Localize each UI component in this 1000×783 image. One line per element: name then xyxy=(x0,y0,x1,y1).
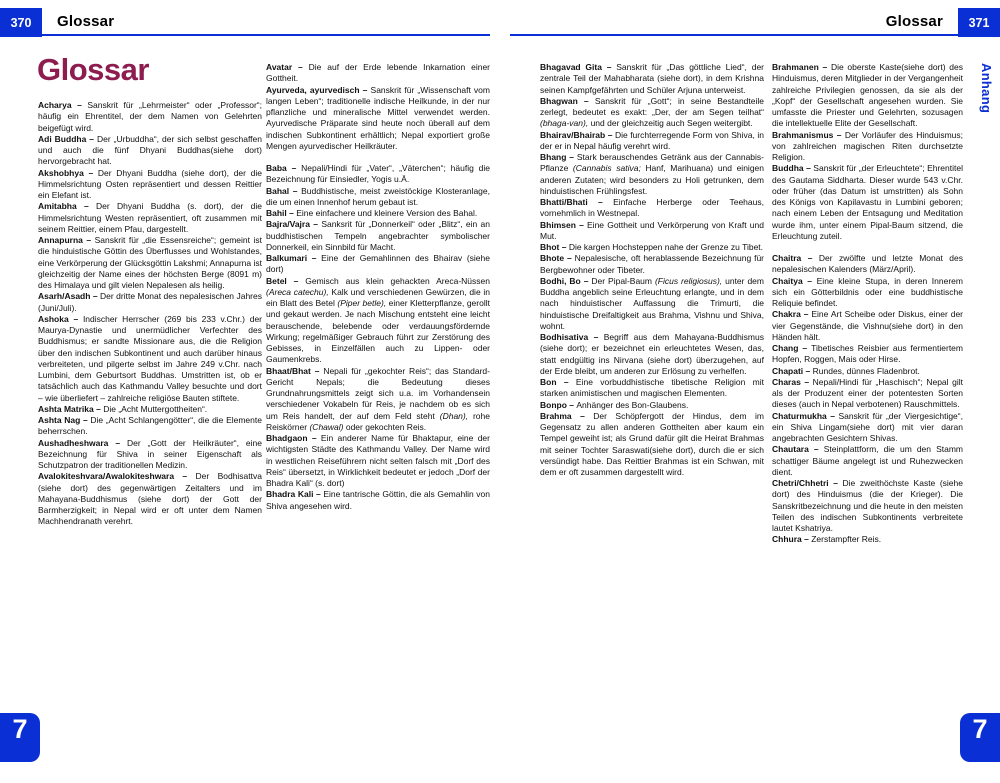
glossary-entry: Chetri/Chhetri – Die zweithöchste Kaste (siehe dort) des Hinduismus (die der Krieger). Die Sanskritbezeichnung und die heute in den meisten Teilen des indischen Subkontinents verbreitete lautet Kshatriya. xyxy=(772,478,963,533)
glossary-term: Bhadgaon – xyxy=(266,433,321,443)
glossary-entry: Chaitya – Eine kleine Stupa, in deren Innerem sich ein Götterbildnis oder eine buddhistische Reliquie befindet. xyxy=(772,275,963,308)
glossary-term: Ashta Matrika – xyxy=(38,403,104,414)
glossary-entry: Bon – Eine vorbuddhistische tibetische Religion mit starken animistischen und magischen Elementen. xyxy=(540,377,764,399)
glossary-entry: Akshobhya – Der Dhyani Buddha (siehe dort), der die Himmelsrichtung Osten repräsentiert und dessen Reittier ein Elefant ist. xyxy=(38,167,262,200)
glossary-column-left-2 xyxy=(266,62,490,740)
glossary-entry: Ayurveda, ayurvedisch – Sanskrit für „Wissenschaft vom langen Leben“; traditionelle indische Heilkunde, in der nur pflanzliche und mineralische Mittel verwendet werden. Ayurvedische Präparate sind heute noch überall auf dem indischen Subkontinent erhältlich; Nepal exportiert große Mengen ayurvedischer Heilkräuter. xyxy=(266,84,490,151)
glossary-term: Ashoka – xyxy=(38,313,83,324)
glossary-entry: Ashta Nag – Die „Acht Schlangengötter“, die die Elemente beherrschen. xyxy=(38,415,262,437)
glossary-entry: Annapurna – Sanskrit für „die Essensreiche“; gemeint ist die hinduistische Göttin des Überflusses und Wohlstandes, eine Verkörperung der Glücksgöttin Lakshmi; Annapurna ist gleichzeitig der Name eines der höchsten Berge (8091 m) des Himalaya und gilt vielen Nepalesen als heilig. xyxy=(38,235,262,290)
appendix-margin-tab: Anhang xyxy=(979,63,994,114)
running-head-right: Glossar xyxy=(885,13,943,30)
glossary-term: Bahil – xyxy=(266,208,297,218)
glossary-entry: Bahal – Buddhistische, meist zweistöckige Klosteranlage, die um einen Innenhof herum gebaut ist. xyxy=(266,185,490,207)
glossary-term: Bhatti/Bhati – xyxy=(540,197,614,207)
glossary-term: Bhote – xyxy=(540,253,575,264)
glossary-term: Chautara – xyxy=(772,444,824,455)
glossary-column-right-2 xyxy=(772,62,963,740)
glossary-entry: Bhagwan – Sanskrit für „Gott“; in seine Bestandteile zerlegt, bedeutet es exakt: „Der, der am Segen teilhat“ (bhaga-van), und der gleichzeitig auch Segen weitergibt. xyxy=(540,95,764,129)
glossary-entry: Brahmanismus – Der Vorläufer des Hinduismus; von zahlreichen magischen Riten durchsetzte Religion. xyxy=(772,129,963,162)
page-number-right: 371 xyxy=(958,8,1000,37)
glossary-term: Bonpo – xyxy=(540,399,577,410)
glossary-term: Brahma – xyxy=(540,410,594,421)
glossary-entry: Brahmanen – Die oberste Kaste(siehe dort) des Hinduismus, deren Mitglieder in der Vergangenheit zahlreiche Privilegien genossen, da sie als der „Kopf“ der Gesellschaft angesehen wurden. Sie umfasste die Priester und Gelehrten, sozusagen die intellektuelle Elite der Gesellschaft. xyxy=(772,62,963,129)
glossary-term: Akshobhya – xyxy=(38,167,98,178)
glossary-entry: Avatar – Die auf der Erde lebende Inkarnation einer Gottheit. xyxy=(266,62,490,84)
glossary-term: Amitabha – xyxy=(38,201,96,212)
glossary-term: Asarh/Asadh – xyxy=(38,291,101,302)
glossary-term: Chaitya – xyxy=(772,275,817,286)
glossary-entry: Bhairav/Bhairab – Die furchterregende Form von Shiva, in der er in Nepal häufig verehrt wird. xyxy=(540,129,764,151)
glossary-entry: Buddha – Sanskrit für „der Erleuchtete“; Ehrentitel des Gautama Siddharta. Dieser wurde 543 v.Chr. oder früher (das Datum ist umstritten) als Sohn des Königs von Kapilavastu in Lumbini geboren; nach einem Leben der Entsagung und Meditation wurde ihm, unter einem Pipal-Baum sitzend, die Erleuchtung zuteil. xyxy=(772,163,963,241)
glossary-term: Avatar – xyxy=(266,62,309,72)
glossary-entry: Chautara – Steinplattform, die um den Stamm schattiger Bäume angelegt ist und Ruhezwecken dient. xyxy=(772,444,963,477)
glossary-term: Chaturmukha – xyxy=(772,410,839,421)
header-rule-left xyxy=(42,34,490,36)
glossary-term: Baba – xyxy=(266,163,302,173)
glossary-term: Bhairav/Bhairab – xyxy=(540,129,615,140)
glossary-term: Annapurna – xyxy=(38,235,95,245)
glossary-term: Chapati – xyxy=(772,365,813,376)
glossary-term: Ayurveda, ayurvedisch – xyxy=(266,84,371,95)
glossary-column-left-1 xyxy=(38,100,262,740)
glossary-term: Bhadra Kali – xyxy=(266,489,324,500)
glossary-entry: Bhang – Stark berauschendes Getränk aus der Cannabis-Pflanze (Cannabis sativa; Hanf, Marihuana) und einigen anderen Zutaten; wird besonders zu Holi getrunken, dem hinduistischen Frühlingsfest. xyxy=(540,152,764,196)
glossary-term: Bhagwan – xyxy=(540,95,595,106)
glossary-term: Balkumari – xyxy=(266,253,322,263)
glossary-entry: Bhadgaon – Ein anderer Name für Bhaktapur, eine der wichtigsten Städte des Kathmandu Valley. Der Name wird in westlichen Reiseführern nicht selten falsch mit „Dorf des Reis“ übersetzt, in Wirklichkeit bedeutet er jedoch „Dorf der Bhadra Kali“ (s. dort) xyxy=(266,433,490,488)
glossary-term: Betel – xyxy=(266,275,306,286)
glossary-term: Bhot – xyxy=(540,242,569,252)
glossary-column-right-1 xyxy=(540,62,764,740)
glossary-term: Bhagavad Gita – xyxy=(540,62,617,72)
glossary-term: Chaitra – xyxy=(772,253,819,263)
glossary-entry: Bhote – Nepalesische, oft herablassende Bezeichnung für Bergbewohner oder Tibeter. xyxy=(540,253,764,275)
chapter-title: Glossar xyxy=(37,52,149,87)
glossary-entry: Bodhisativa – Begriff aus dem Mahayana-Buddhismus (siehe dort); er bezeichnet ein erleuchtetes Wesen, das, statt endgültig ins Nirvana (siehe dort) überzugehen, auf der Erde bleibt, um anderen zur Erlösung zu verhelfen. xyxy=(540,332,764,376)
glossary-term: Bodhisativa – xyxy=(540,332,604,342)
glossary-term: Bodhi, Bo – xyxy=(540,275,592,286)
glossary-term: Acharya – xyxy=(38,100,88,110)
glossary-term: Avalokiteshvara/Awalokiteshwara – xyxy=(38,471,196,482)
glossary-term: Ashta Nag – xyxy=(38,415,91,425)
glossary-term: Buddha – xyxy=(772,163,814,174)
glossary-term: Bhang – xyxy=(540,152,577,162)
glossary-entry: Chhura – Zerstampfter Reis. xyxy=(772,534,882,545)
chapter-thumb-left: 7 xyxy=(0,713,40,762)
glossary-entry: Adi Buddha – Der „Urbuddha“, der sich selbst geschaffen und auch die fünf Dhyani Buddhas(siehe dort) hervorgebracht hat. xyxy=(38,133,262,167)
glossary-term: Bajra/Vajra – xyxy=(266,219,322,230)
glossary-entry: Bodhi, Bo – Der Pipal-Baum (Ficus religiosus), unter dem Buddha angeblich seine Erleuchtung erlangte, und in dem nach hinduistischer Auffassung die Trimurti, die hinduistische Dreifaltigkeit aus Brahma, Vishnu und Shiva, wohnt. xyxy=(540,275,764,331)
glossary-entry: Bonpo – Anhänger des Bon-Glaubens. xyxy=(540,399,689,410)
glossary-term: Chetri/Chhetri – xyxy=(772,478,843,488)
glossary-entry: Bhimsen – Eine Gottheit und Verkörperung von Kraft und Mut. xyxy=(540,219,764,241)
glossary-entry: Ashoka – Indischer Herrscher (269 bis 233 v.Chr.) der Maurya-Dynastie und unermüdlicher Verfechter des Buddhismus; er sandte Missionare aus, die die Religion über den indischen Subkontinent und auch darüber hinaus verbreiteten, und pilgerte selbst im Jahre 249 v.Chr. nach Lumbini, dem Geburtsort Buddhas. Umstritten ist, ob er tatsächlich auch das Kathmandu Valley besuchte und dort – wie überliefert – zahlreiche religiöse Bauten stiftete. xyxy=(38,313,262,403)
glossary-term: Chhura – xyxy=(772,534,812,545)
glossary-entry: Amitabha – Der Dhyani Buddha (s. dort), der die Himmelsrichtung Westen repräsentiert, oft zusammen mit seinem Reittier, einem Pfau, dargestellt. xyxy=(38,201,262,234)
glossary-entry: Bhagavad Gita – Sanskrit für „Das göttliche Lied“, der zentrale Teil der Mahabharata (siehe dort), in dem Krishna seinen Kampfgefährten und Schüler Arjuna unterweist. xyxy=(540,62,764,95)
glossary-entry: Betel – Gemisch aus klein gehackten Areca-Nüssen (Areca catechu), Kalk und verschiedenen Gewürzen, die in ein Blatt des Betel (Piper betle), einer Kletterpflanze, gerollt und gekaut werden. Je nach Mischung entsteht eine leicht berauschende, belebende oder verdauungsfördernde Wirkung; regelmäßiger Gebrauch führt zur Zerstörung des Gebisses, in Einzelfällen auch zu Lippen- oder Gaumenkrebs. xyxy=(266,275,490,365)
glossary-entry: Acharya – Sanskrit für „Lehrmeister“ oder „Professor“; häufig ein Ehrentitel, der dem Namen von Gelehrten beigefügt wird. xyxy=(38,100,262,133)
glossary-entry: Asarh/Asadh – Der dritte Monat des nepalesischen Jahres (Juni/Juli). xyxy=(38,291,262,313)
glossary-entry: Ashta Matrika – Die „Acht Muttergottheiten“. xyxy=(38,403,208,414)
page-number-left: 370 xyxy=(0,8,42,37)
glossary-term: Charas – xyxy=(772,376,813,387)
glossary-term: Chakra – xyxy=(772,309,812,320)
glossary-entry: Baba – Nepali/Hindi für „Vater“, „Väterchen“; häufig die Bezeichnung für Einsiedler, Yogis u.Ä. xyxy=(266,163,490,185)
running-head-left: Glossar xyxy=(57,13,115,30)
glossary-term: Brahmanismus – xyxy=(772,129,845,140)
glossary-entry: Balkumari – Eine der Gemahlinnen des Bhairav (siehe dort) xyxy=(266,253,490,275)
glossary-entry: Bahil – Eine einfachere und kleinere Version des Bahal. xyxy=(266,208,478,218)
glossary-entry: Chaturmukha – Sanskrit für „der Viergesichtige“, ein Shiva Lingam(siehe dort) mit vier daran angebrachten Gesichtern Shivas. xyxy=(772,410,963,443)
glossary-term: Brahmanen – xyxy=(772,62,831,72)
glossary-term: Bhimsen – xyxy=(540,219,588,230)
glossary-term: Adi Buddha – xyxy=(38,133,97,144)
chapter-thumb-right: 7 xyxy=(960,713,1000,762)
glossary-entry: Chapati – Rundes, dünnes Fladenbrot. xyxy=(772,365,920,376)
glossary-entry: Bhadra Kali – Eine tantrische Göttin, die als Gemahlin von Shiva angesehen wird. xyxy=(266,489,490,511)
glossary-entry: Chang – Tibetisches Reisbier aus fermentiertem Hopfen, Roggen, Mais oder Hirse. xyxy=(772,343,963,365)
glossary-entry: Brahma – Der Schöpfergott der Hindus, dem im Gegensatz zu allen anderen Gottheiten aber kaum ein Tempel geweiht ist; als Grund dafür gilt die Heirat Brahmas mit seiner Tochter Saraswati(siehe dort), durch die er sich versündigt habe. Das Reittier Brahmas ist ein Schwan, mit dem er oft zusammen dargestellt wird. xyxy=(540,410,764,477)
glossary-term: Bahal – xyxy=(266,185,302,196)
glossary-entry: Bhatti/Bhati – Einfache Herberge oder Teehaus, vornehmlich in Westnepal. xyxy=(540,197,764,219)
glossary-entry: Chaitra – Der zwölfte und letzte Monat des nepalesischen Kalenders (März/April). xyxy=(772,253,963,275)
glossary-term: Aushadheshwara – xyxy=(38,437,127,448)
glossary-entry: Aushadheshwara – Der „Gott der Heilkräuter“, eine Bezeichnung für Shiva in seiner Eigenschaft als Schutzpatron der traditionellen Medizin. xyxy=(38,437,262,470)
glossary-entry: Charas – Nepali/Hindi für „Haschisch“; Nepal gilt als der Produzent einer der potentesten Sorten dieses (auch in Nepal verbotenen) Rauschmittels. xyxy=(772,376,963,410)
glossary-entry: Chakra – Eine Art Scheibe oder Diskus, einer der vier Gegenstände, die Vishnu(siehe dort) in den Händen hält. xyxy=(772,309,963,342)
glossary-entry: Avalokiteshvara/Awalokiteshwara – Der Bodhisattva (siehe dort) des gegenwärtigen Zeitalters und im Mahayana-Buddhismus (siehe dort) der Gott der Barmherzigkeit; in Nepal wird er oft unter dem Namen Machhendranath verehrt. xyxy=(38,471,262,527)
glossary-entry: Bajra/Vajra – Sanksrit für „Donnerkeil“ oder „Blitz“, ein an buddhistischen Tempeln angebrachter symbolischer Donnerkeil, ein Sinnbild für Macht. xyxy=(266,219,490,252)
glossary-term: Bhaat/Bhat – xyxy=(266,365,324,376)
glossary-term: Chang – xyxy=(772,343,812,353)
glossary-entry: Bhot – Die kargen Hochsteppen nahe der Grenze zu Tibet. xyxy=(540,242,764,252)
glossary-term: Bon – xyxy=(540,377,576,387)
glossary-entry: Bhaat/Bhat – Nepali für „gekochter Reis“; das Standard-Gericht Nepals; die Bedeutung dieses Grundnahrungsmittels zeigt sich u.a. im Vorhandensein verschiedener Vokabeln für Reis, je nachdem ob es sich um Reis handelt, der auf dem Feld steht (Dhan), rohe Reiskörner (Chawal) oder gekochten Reis. xyxy=(266,365,490,432)
header-rule-right xyxy=(510,34,958,36)
